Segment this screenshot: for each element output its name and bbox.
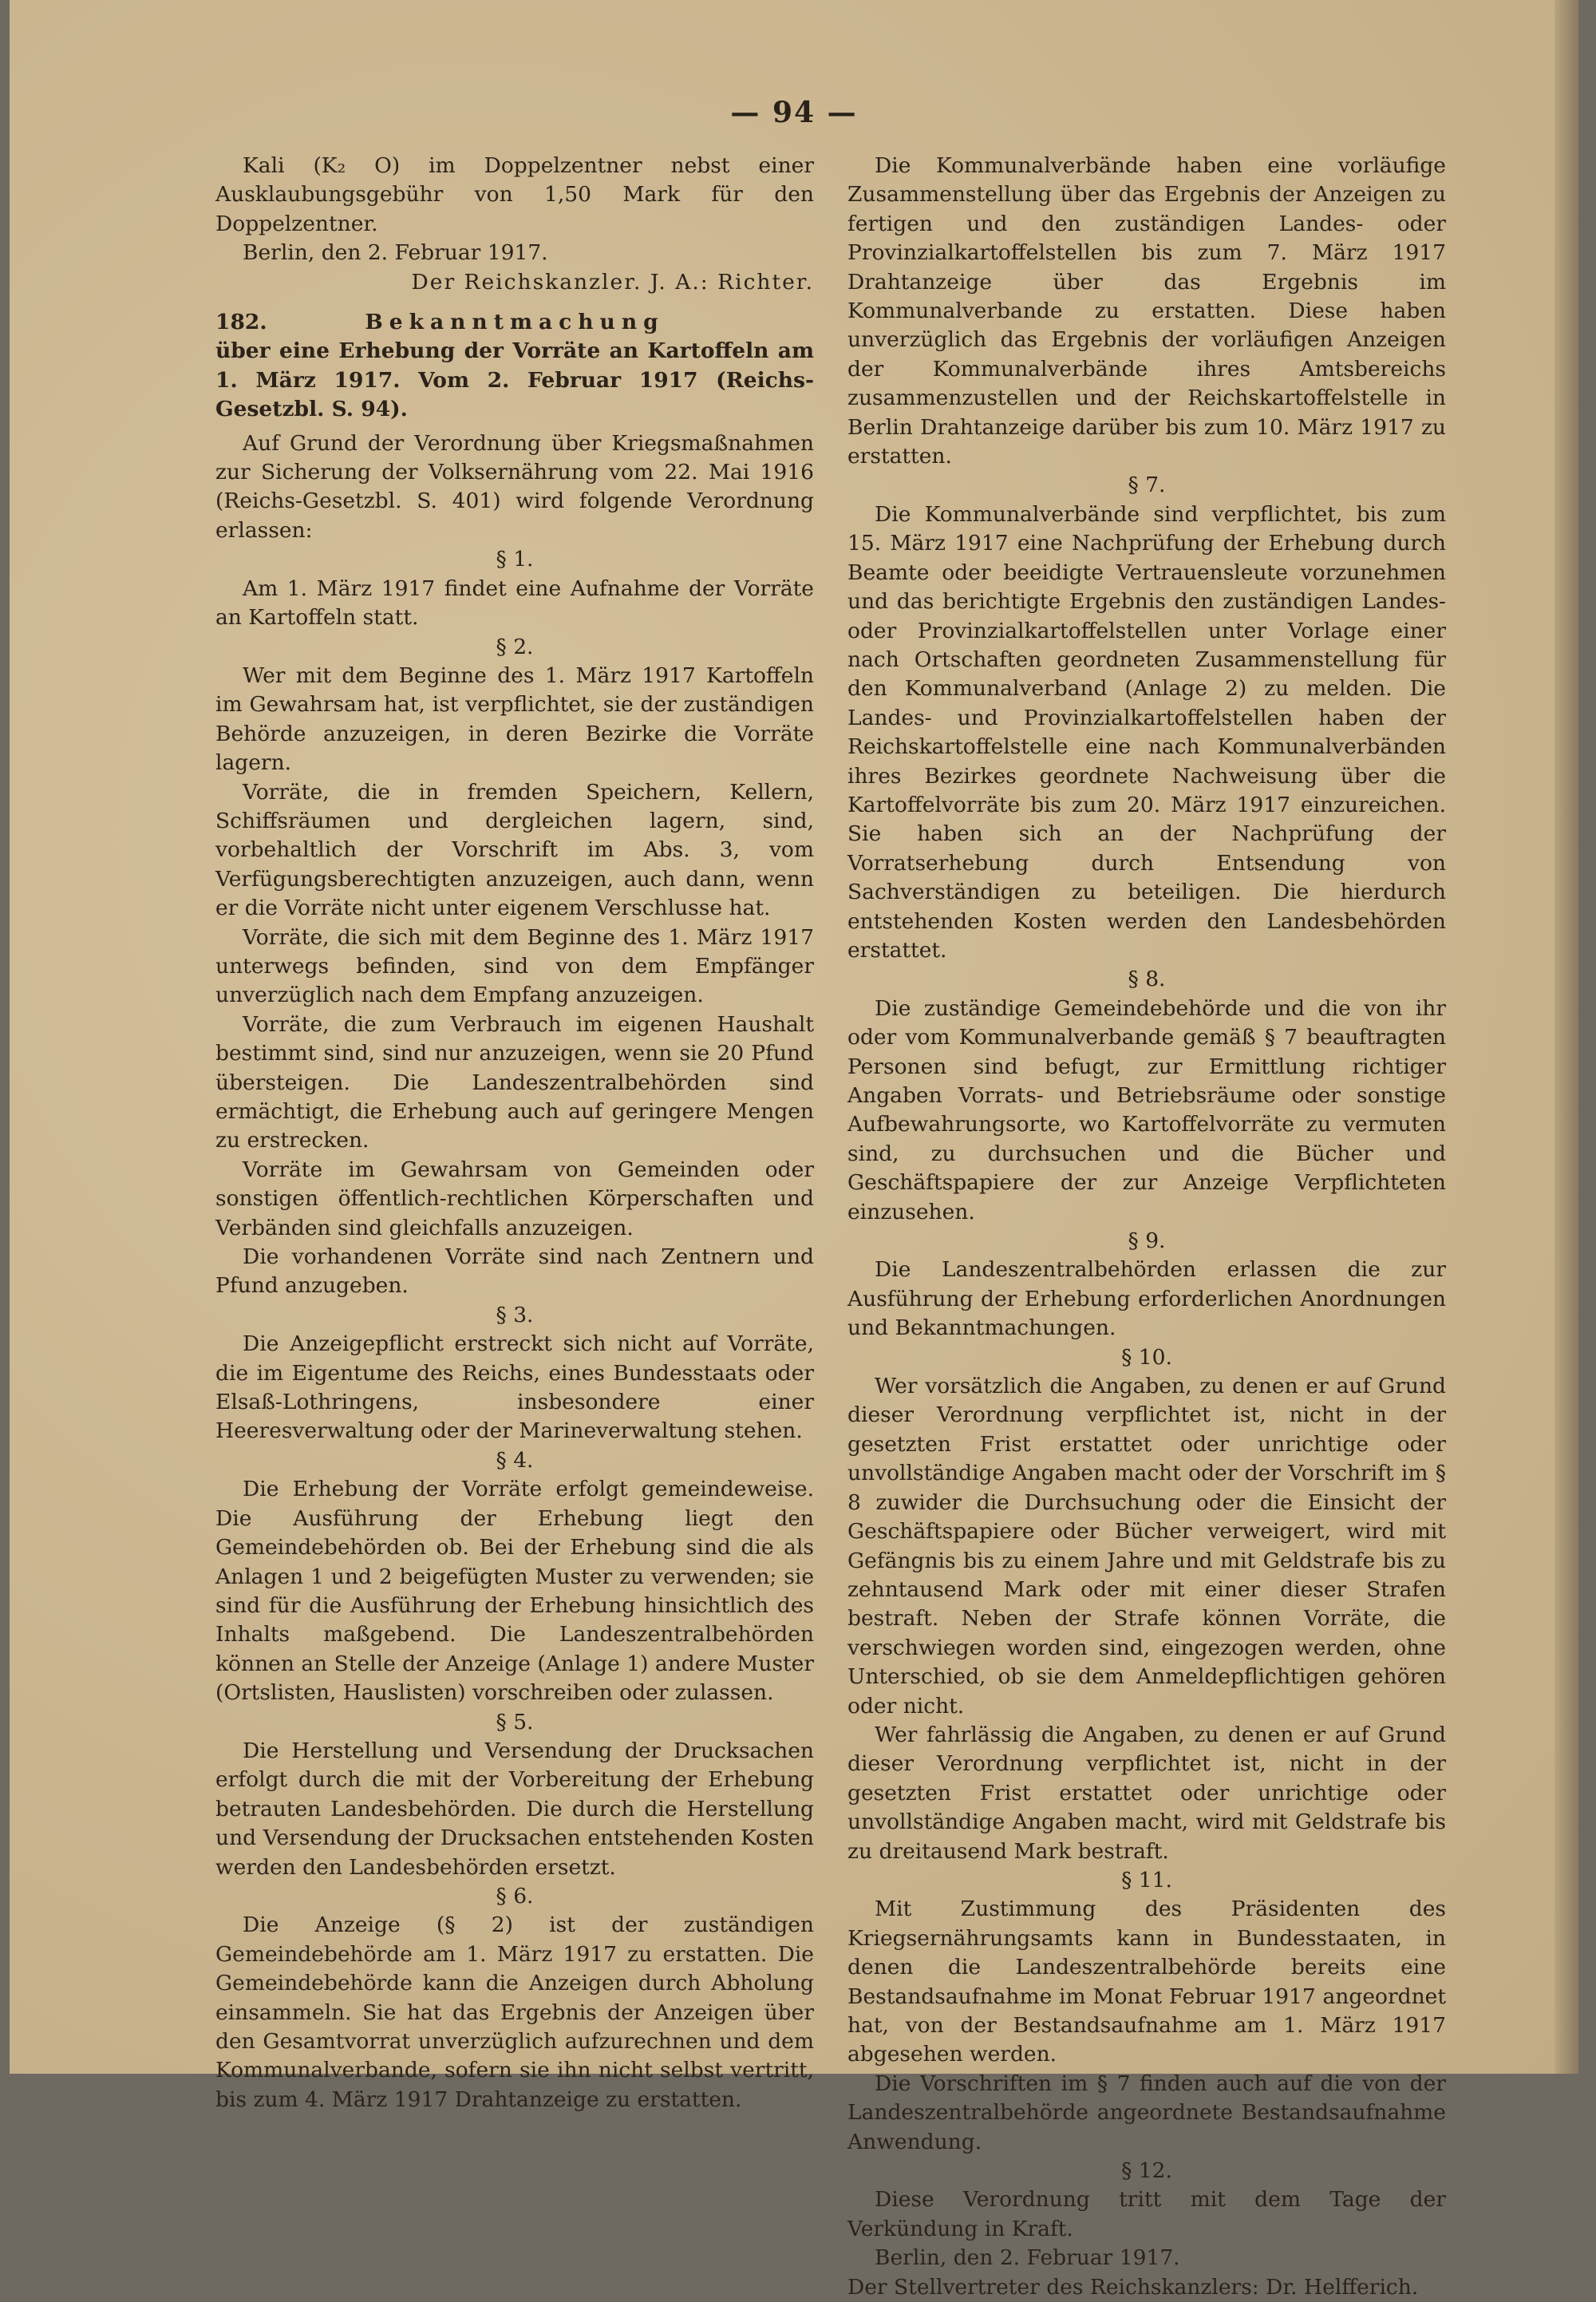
section-9-heading: § 9. <box>1128 1228 1166 1254</box>
document-page <box>10 0 1578 2300</box>
place-date: Berlin, den 2. Februar 1917. <box>875 2245 1180 2271</box>
section-5-heading: § 5. <box>496 1709 534 1734</box>
intro-signature: Der Reichskanzler. J. A.: Richter. <box>411 269 814 295</box>
section-3-heading: § 3. <box>496 1302 534 1327</box>
section-6-text-2: Die Kommunalverbände haben eine vorläufige Zusammenstellung über das Ergebnis der Anzeigen zu fertigen und den zuständigen Landes- oder Provinzialkartoffelstellen bis zum 7. März 1917 Drahtanzeige über das Ergebnis im Kommunalverbande zu erstatten. Diese haben unverzüglich das Ergebnis der vorläufigen Anzeigen der Kommunalverbände ihres Amtsbereichs zusammenzustellen und der Reichskartoffelstelle in Berlin Drahtanzeige darüber bis zum 10. März 1917 zu erstatten. <box>847 153 1446 469</box>
section-8-heading: § 8. <box>1128 967 1166 992</box>
intro-text: Kali (K₂ O) im Doppelzentner nebst einer Ausklaubungsgebühr von 1,50 Mark für den Doppelzentner. <box>215 153 814 236</box>
section-1-text: Am 1. März 1917 findet eine Aufnahme der Vorräte an Kartoffeln statt. <box>215 576 814 631</box>
section-7-heading: § 7. <box>1128 473 1166 498</box>
signature: Der Stellvertreter des Reichskanzlers: Dr. Helfferich. <box>847 2274 1419 2300</box>
section-10-heading: § 10. <box>1121 1344 1172 1370</box>
notice-title-line <box>215 308 814 337</box>
section-11-heading: § 11. <box>1121 1867 1172 1893</box>
notice-number: 182. <box>215 310 267 335</box>
section-2-text-1: Wer mit dem Beginne des 1. März 1917 Kartoffeln im Gewahrsam hat, ist verpflichtet, sie der zuständigen Behörde anzuzeigen, in deren Bezirke die Vorräte lagern. <box>215 663 814 776</box>
section-10-text-2: Wer fahrlässig die Angaben, zu denen er auf Grund dieser Verordnung verpflichtet ist, nicht in der gesetzten Frist erstattet oder unrichtige oder unvollständige Angaben macht, wird mit Geldstrafe bis zu dreitausend Mark bestraft. <box>847 1722 1446 1864</box>
section-8-text: Die zuständige Gemeindebehörde und die von ihr oder vom Kommunalverbande gemäß § 7 beauftragten Personen sind befugt, zur Ermittlung richtiger Angaben Vorrats- und Betriebsräume oder sonstige Aufbewahrungsorte, wo Kartoffelvorräte zu vermuten sind, zu durchsuchen und die Bücher und Geschäftspapiere der zur Anzeige Verpflichteten einzusehen. <box>847 995 1446 1224</box>
section-2-text-4: Vorräte, die zum Verbrauch im eigenen Haushalt bestimmt sind, sind nur anzuzeigen, wenn sie 20 Pfund übersteigen. Die Landeszentralbehörden sind ermächtigt, die Erhebung auch auf geringere Mengen zu erstrecken. <box>215 1011 814 1153</box>
page-gutter <box>1555 0 1578 2074</box>
section-12-heading: § 12. <box>1121 2158 1172 2184</box>
preamble: Auf Grund der Verordnung über Kriegsmaßnahmen zur Sicherung der Volksernährung vom 22. Mai 1916 (Reichs-Gesetzbl. S. 401) wird folgende Verordnung erlassen: <box>215 430 814 543</box>
section-9-text: Die Landeszentralbehörden erlassen die zur Ausführung der Erhebung erforderlichen Anordnungen und Bekanntmachungen. <box>847 1257 1446 1341</box>
section-10-text-1: Wer vorsätzlich die Angaben, zu denen er auf Grund dieser Verordnung verpflichtet ist, nicht in der gesetzten Frist erstattet oder unrichtige oder unvollständige Angaben macht oder der Vorschrift im § 8 zuwider die Durchsuchung oder die Einsicht der Geschäftspapiere oder Bücher verweigert, wird mit Gefängnis bis zu einem Jahre und mit Geldstrafe bis zu zehntausend Mark oder mit einer dieser Strafen bestraft. Neben der Strafe können Vorräte, die verschwiegen worden sind, eingezogen werden, ohne Unterschied, ob sie dem Anmeldepflichtigen gehören oder nicht. <box>847 1374 1446 1719</box>
section-4-text: Die Erhebung der Vorräte erfolgt gemeindeweise. Die Ausführung der Erhebung liegt den Gemeindebehörden ob. Bei der Erhebung sind die als Anlagen 1 und 2 beigefügten Muster zu verwenden; sie sind für die Ausführung der Erhebung hinsichtlich des Inhalts maßgebend. Die Landeszentralbehörden können an Stelle der Anzeige (Anlage 1) andere Muster (Ortslisten, Hauslisten) vorschreiben oder zulassen. <box>215 1477 814 1706</box>
section-5-text: Die Herstellung und Versendung der Drucksachen erfolgt durch die mit der Vorbereitung der Erhebung betrauten Landesbehörden. Die durch die Herstellung und Versendung der Drucksachen entstehenden Kosten werden den Landesbehörden ersetzt. <box>215 1738 814 1880</box>
page-number: — 94 — <box>730 96 858 129</box>
section-11-text-1: Mit Zustimmung des Präsidenten des Kriegsernährungsamts kann in Bundesstaaten, in denen die Landeszentralbehörde bereits eine Bestandsaufnahme im Monat Februar 1917 angeordnet hat, von der Bestandsaufnahme am 1. März 1917 abgesehen werden. <box>847 1897 1446 2067</box>
section-12-text: Diese Verordnung tritt mit dem Tage der Verkündung in Kraft. <box>847 2187 1446 2241</box>
intro-place: Berlin, den 2. Februar 1917. <box>243 240 548 266</box>
section-3-text: Die Anzeigepflicht erstreckt sich nicht auf Vorräte, die im Eigentume des Reichs, eines Bundesstaats oder Elsaß-Lothringens, insbesondere einer Heeresverwaltung oder der Marineverwaltung stehen. <box>215 1331 814 1444</box>
right-column <box>847 152 1446 2302</box>
section-6-heading: § 6. <box>496 1883 534 1908</box>
section-2-text-5: Vorräte im Gewahrsam von Gemeinden oder sonstigen öffentlich-rechtlichen Körperschaften und Verbänden sind gleichfalls anzuzeigen. <box>215 1157 814 1240</box>
notice-subtitle: über eine Erhebung der Vorräte an Kartoffeln am 1. März 1917. Vom 2. Februar 1917 (Reichs-Gesetzbl. S. 94). <box>215 338 814 422</box>
section-2-text-3: Vorräte, die sich mit dem Beginne des 1. März 1917 unterwegs befinden, sind von dem Empfänger unverzüglich nach dem Empfang anzuzeigen. <box>215 924 814 1008</box>
section-6-text-1: Die Anzeige (§ 2) ist der zuständigen Gemeindebehörde am 1. März 1917 zu erstatten. Die Gemeindebehörde kann die Anzeigen durch Abholung einsammeln. Sie hat das Ergebnis der Anzeigen über den Gesamtvorrat unverzüglich aufzurechnen und dem Kommunalverbande, sofern sie ihn nicht selbst vertritt, bis zum 4. März 1917 Drahtanzeige zu erstatten. <box>215 1912 814 2112</box>
section-2-heading: § 2. <box>496 634 534 659</box>
section-7-text: Die Kommunalverbände sind verpflichtet, bis zum 15. März 1917 eine Nachprüfung der Erhebung durch Beamte oder beeidigte Vertrauensleute vorzunehmen und das berichtigte Ergebnis den zuständigen Landes- oder Provinzialkartoffelstellen unter Vorlage einer nach Ortschaften geordneten Zusammenstellung für den Kommunalverband (Anlage 2) zu melden. Die Landes- und Provinzialkartoffelstellen haben der Reichskartoffelstelle eine nach Kommunalverbänden ihres Bezirkes geordnete Nachweisung über die Kartoffelvorräte bis zum 20. März 1917 einzureichen. Sie haben sich an der Nachprüfung der Vorratserhebung durch Entsendung von Sachverständigen zu beteiligen. Die hierdurch entstehenden Kosten werden den Landesbehörden erstattet. <box>847 501 1446 963</box>
notice-title: Bekanntmachung <box>365 310 665 335</box>
section-4-heading: § 4. <box>496 1447 534 1473</box>
section-1-heading: § 1. <box>496 547 534 572</box>
section-2-text-6: Die vorhandenen Vorräte sind nach Zentnern und Pfund anzugeben. <box>215 1244 814 1299</box>
left-column <box>215 152 814 2114</box>
section-2-text-2: Vorräte, die in fremden Speichern, Kellern, Schiffsräumen und dergleichen lagern, sind, vorbehaltlich der Vorschrift im Abs. 3, vom Verfügungsberechtigten anzuzeigen, auch dann, wenn er die Vorräte nicht unter eigenem Verschlusse hat. <box>215 779 814 921</box>
section-11-text-2: Die Vorschriften im § 7 finden auch auf die von der Landeszentralbehörde angeordnete Bestandsaufnahme Anwendung. <box>847 2071 1446 2154</box>
